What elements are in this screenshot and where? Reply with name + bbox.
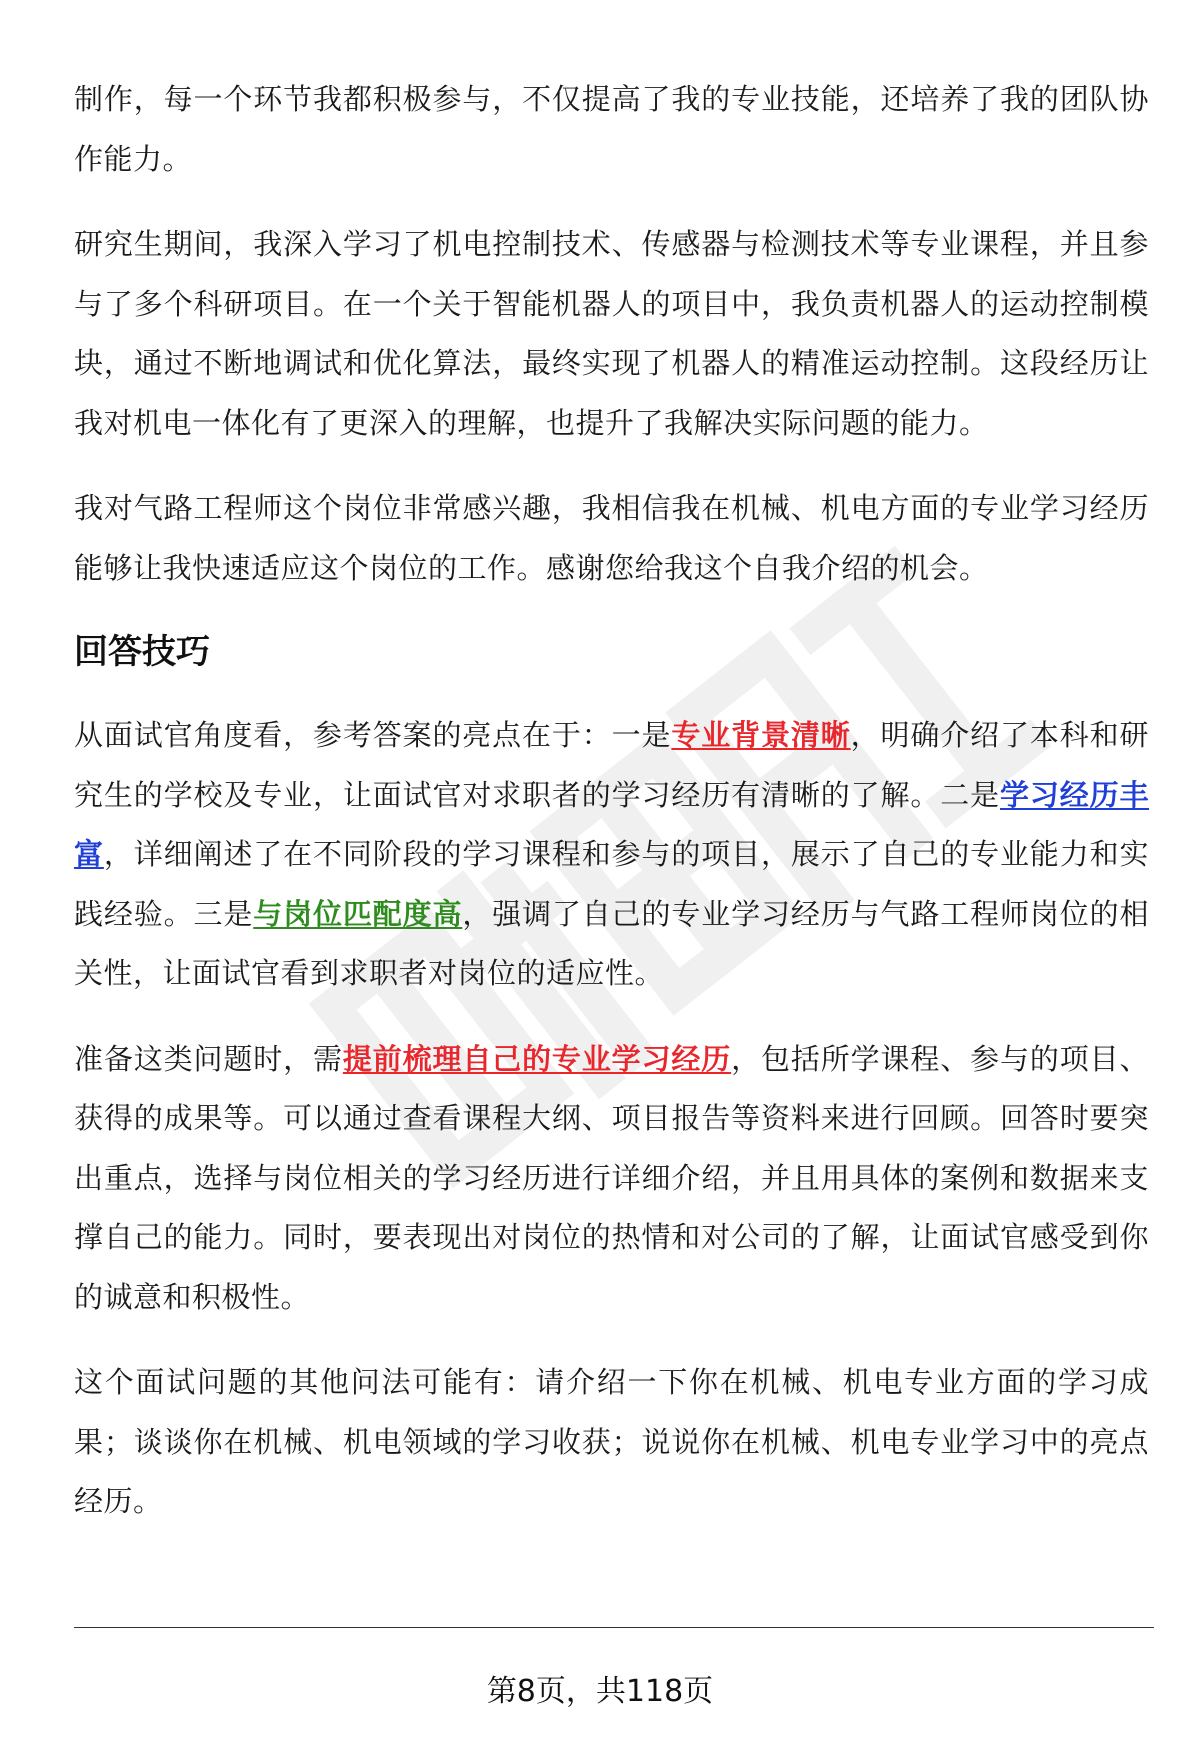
highlight-professional-background: 专业背景清晰 [671,718,851,752]
text-segment: ，包括所学课程、参与的项目、获得的成果等。可以通过查看课程大纲、项目报告等资料来进行回顾。回答时要突出重点，选择与岗位相关的学习经历进行详细介绍，并且用具体的案例和数据来支撑自己的能力。同时，要表现出对岗位的热情和对公司的了解，让面试官感受到你的诚意和积极性。 [74,1041,1149,1314]
footer-divider [74,1627,1154,1628]
text-segment: ，强调了自己的专业学习经历与气路工程师岗位的相关性，让面试官看到求职者对岗位的适应性。 [74,896,1149,990]
paragraph-graduate-study: 研究生期间，我深入学习了机电控制技术、传感器与检测技术等专业课程，并且参与了多个科研项目。在一个关于智能机器人的项目中，我负责机器人的运动控制模块，通过不断地调试和优化算法，最终实现了机器人的精准运动控制。这段经历让我对机电一体化有了更深入的理解，也提升了我解决实际问题的能力。 [74,227,1149,440]
highlight-rich-experience: 学习经历丰富 [74,777,1149,871]
highlight-review-experience: 提前梳理自己的专业学习经历 [342,1041,732,1076]
text-segment: 从面试官角度看，参考答案的亮点在于：一是 [74,718,672,752]
paragraph-project-experience: 制作，每一个环节我都积极参与，不仅提高了我的专业技能，还培养了我的团队协作能力。 [74,82,1149,176]
text-segment: ，详细阐述了在不同阶段的学习课程和参与的项目，展示了自己的专业能力和实践经验。三是 [74,837,1149,931]
paragraph-alternative-questions: 这个面试问题的其他问法可能有：请介绍一下你在机械、机电专业方面的学习成果；谈谈你在机械、机电领域的学习收获；说说你在机械、机电专业学习中的亮点经历。 [74,1365,1149,1518]
section-heading: 回答技巧 [74,632,210,672]
document-body [74,70,1149,1532]
text-segment: 准备这类问题时，需 [74,1041,343,1076]
paragraph-answer-highlights [74,706,1149,1004]
page-number: 第8页，共118页 [486,1674,714,1709]
highlight-job-match: 与岗位匹配度高 [253,896,463,931]
text-segment: ，明确介绍了本科和研究生的学校及专业，让面试官对求职者的学习经历有清晰的了解。二是 [74,718,1149,812]
paragraph-job-interest: 我对气路工程师这个岗位非常感兴趣，我相信我在机械、机电方面的专业学习经历能够让我快速适应这个岗位的工作。感谢您给我这个自我介绍的机会。 [74,491,1149,585]
paragraph-preparation-tips [74,1030,1149,1328]
